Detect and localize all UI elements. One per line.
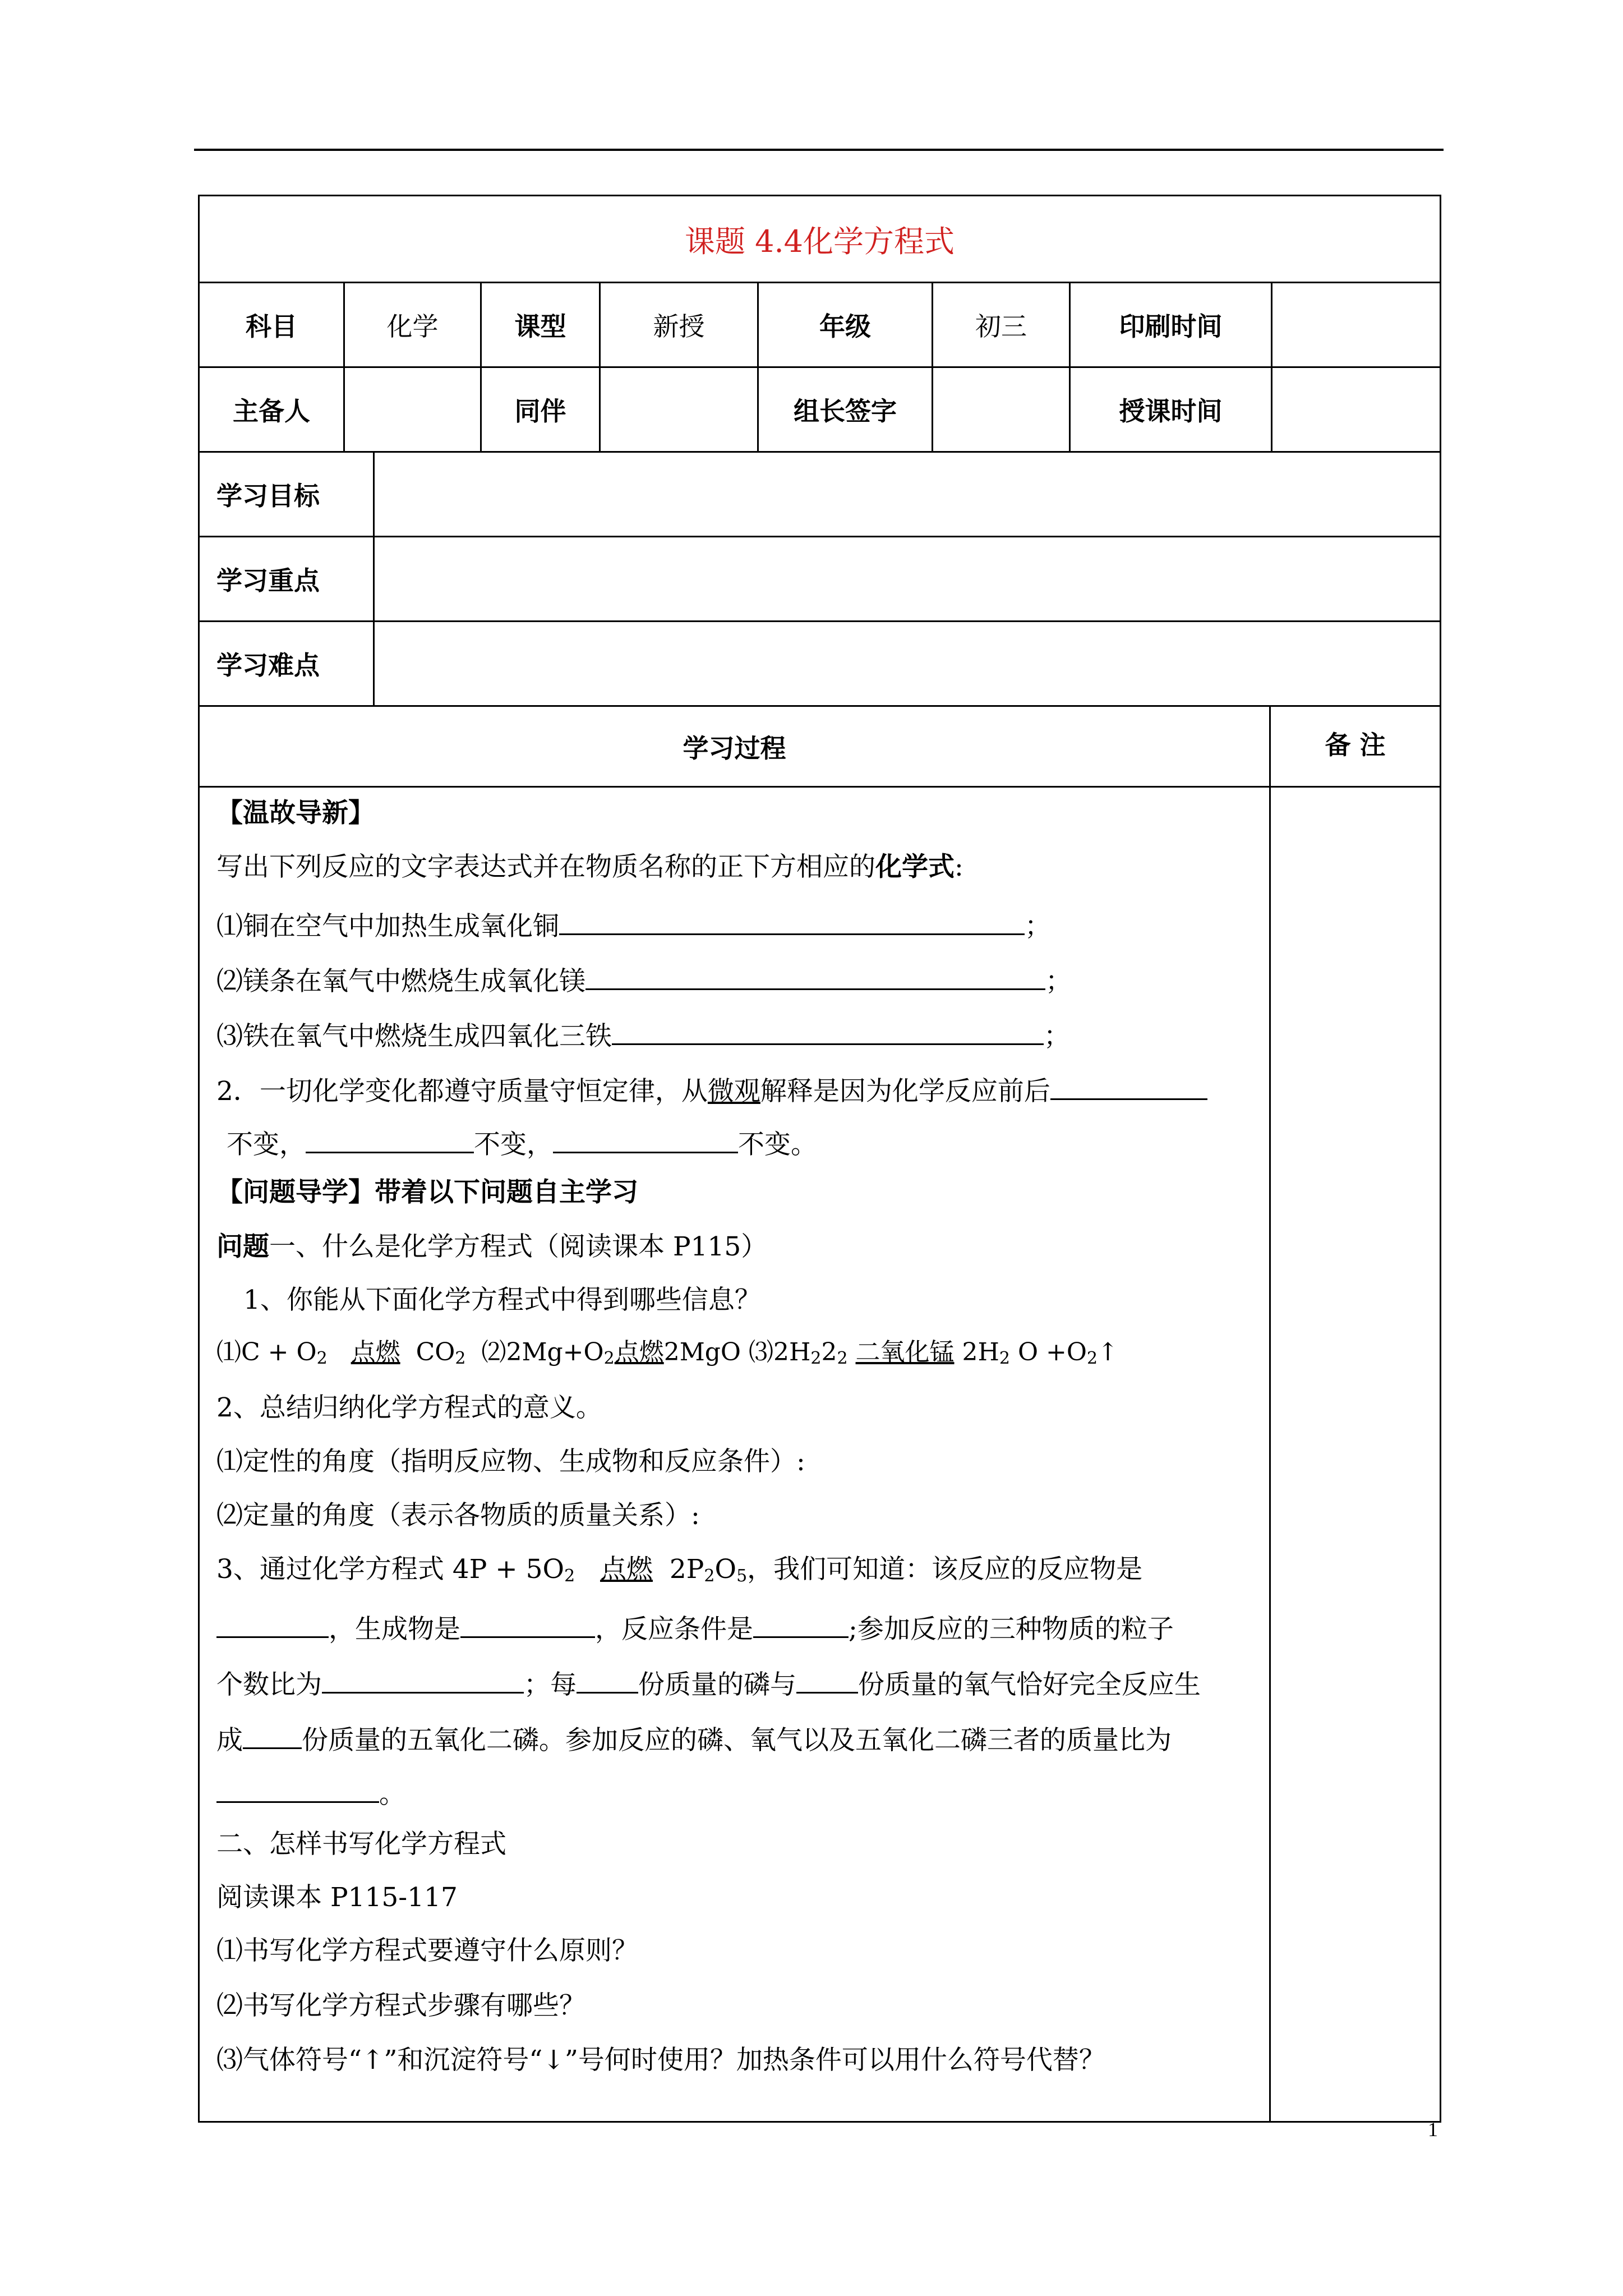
problem-1-heading: 问题一、什么是化学方程式（阅读课本 P115）	[216, 1231, 768, 1262]
grade-value: 初三	[933, 283, 1071, 366]
answer-blank[interactable]	[322, 1665, 524, 1694]
answer-blank[interactable]	[577, 1665, 638, 1694]
qualitative-item: ⑴定性的角度（指明反应物、生成物和反应条件）:	[216, 1446, 805, 1477]
process-header-row	[200, 707, 1440, 788]
lesson-table	[198, 195, 1441, 2123]
lesson-title: 课题 4.4化学方程式	[684, 223, 955, 259]
goals-row	[200, 453, 1440, 537]
key-row	[200, 537, 1440, 622]
writing-question-1: ⑴书写化学方程式要遵守什么原则？	[216, 1935, 638, 1966]
answer-blank[interactable]	[612, 1017, 1044, 1045]
question-1: ⑴铜在空气中加热生成氧化铜 ；	[216, 907, 1051, 940]
preparer-value	[345, 368, 482, 451]
review-heading: 【温故导新】	[216, 798, 375, 829]
class-time-value	[1272, 368, 1440, 451]
question-2: ⑵镁条在氧气中燃烧生成氧化镁 ；	[216, 962, 1072, 995]
answer-blank[interactable]	[796, 1665, 858, 1694]
goals-label: 学习目标	[200, 453, 375, 536]
answer-blank[interactable]	[553, 1125, 738, 1153]
process-content	[200, 788, 1271, 2123]
question-3: ⑶铁在氧气中燃烧生成四氧化三铁 ；	[216, 1017, 1070, 1050]
header-row-2	[200, 368, 1440, 453]
leader-sign-label: 组长签字	[759, 368, 933, 451]
summary-question: 2、总结归纳化学方程式的意义。	[216, 1392, 602, 1423]
phosphorus-question-line-4: 成 份质量的五氧化二磷。参加反应的磷、氧气以及五氧化二磷三者的质量比为	[216, 1721, 1172, 1754]
guide-heading: 【问题导学】带着以下问题自主学习	[216, 1177, 638, 1208]
preparer-label: 主备人	[200, 368, 345, 451]
conservation-law: 2．一切化学变化都遵守质量守恒定律，从微观解释是因为化学反应前后	[216, 1072, 1207, 1105]
key-label: 学习重点	[200, 537, 375, 620]
notes-column	[1271, 788, 1440, 2123]
key-value	[375, 537, 1440, 620]
answer-blank[interactable]	[216, 1610, 329, 1638]
subject-label: 科目	[200, 283, 345, 366]
type-value: 新授	[601, 283, 759, 366]
difficulty-label: 学习难点	[200, 622, 375, 705]
header-row-1	[200, 283, 1440, 368]
print-time-label: 印刷时间	[1071, 283, 1272, 366]
answer-blank[interactable]	[216, 1775, 379, 1803]
difficulty-row	[200, 622, 1440, 707]
info-question: 1、你能从下面化学方程式中得到哪些信息？	[243, 1285, 761, 1315]
leader-sign-value	[933, 368, 1071, 451]
process-label: 学习过程	[200, 707, 1271, 786]
conservation-blanks: 不变， 不变， 不变。	[227, 1125, 817, 1158]
notes-label: 备 注	[1325, 730, 1386, 760]
grade-label: 年级	[759, 283, 933, 366]
title-row	[200, 196, 1440, 283]
peer-value	[601, 368, 759, 451]
reading-assignment: 阅读课本 P115-117	[216, 1882, 458, 1913]
phosphorus-question-line-1: 3、通过化学方程式 $4P + 5O_2$ 点燃 $2P_2O_5$，我们可知道：该反应的反应物是	[216, 1554, 1143, 1586]
quantitative-item: ⑵定量的角度（表示各物质的质量关系）:	[216, 1500, 700, 1531]
writing-question-2: ⑵书写化学方程式步骤有哪些？	[216, 1990, 585, 2021]
problem-2-heading: 二、怎样书写化学方程式	[216, 1829, 506, 1860]
phosphorus-question-line-3: 个数比为 ；每 份质量的磷与 份质量的氧气恰好完全反应生	[216, 1665, 1201, 1698]
answer-blank[interactable]	[753, 1610, 849, 1638]
equations-line: ⑴C + $O_2$ 点燃 $CO_2$ $⑵2Mg+O_2$点燃2MgO $⑶2H_22_2$ 二氧化锰 $2H_2$ $O +O_2↑$	[216, 1338, 1118, 1368]
writing-question-3: ⑶气体符号“↑”和沉淀符号“↓”号何时使用？加热条件可以用什么符号代替？	[216, 2045, 1105, 2076]
class-time-label: 授课时间	[1071, 368, 1272, 451]
answer-blank[interactable]	[585, 962, 1045, 990]
peer-label: 同伴	[482, 368, 601, 451]
answer-blank[interactable]	[460, 1610, 595, 1638]
page-number: 1	[1428, 2118, 1438, 2141]
header-rule	[194, 149, 1444, 151]
intro-line: 写出下列反应的文字表达式并在物质名称的正下方相应的化学式:	[216, 852, 963, 882]
phosphorus-question-line-2: ，生成物是 ，反应条件是 ;参加反应的三种物质的粒子	[216, 1610, 1174, 1642]
answer-blank[interactable]	[243, 1721, 302, 1749]
answer-blank[interactable]	[559, 907, 1025, 935]
goals-value	[375, 453, 1440, 536]
difficulty-value	[375, 622, 1440, 705]
subject-value: 化学	[345, 283, 482, 366]
phosphorus-question-line-5: 。	[216, 1775, 405, 1807]
type-label: 课型	[482, 283, 601, 366]
print-time-value	[1272, 283, 1440, 366]
answer-blank[interactable]	[306, 1125, 474, 1153]
answer-blank[interactable]	[1050, 1072, 1207, 1100]
